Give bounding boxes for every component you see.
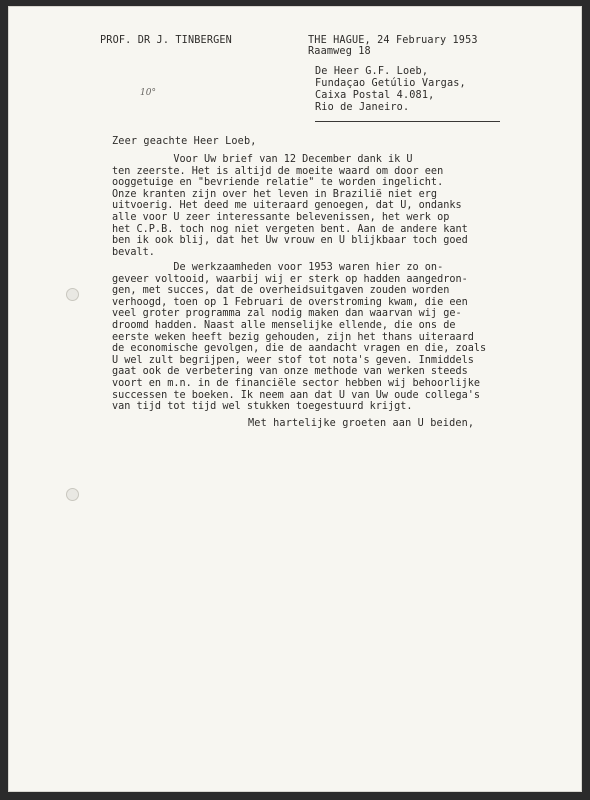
address-separator — [315, 121, 500, 122]
punch-hole-bottom — [66, 488, 79, 501]
recipient-line: Rio de Janeiro. — [315, 102, 410, 113]
text-line: ten zeerste. Het is altijd de moeite waard om door een — [112, 165, 444, 177]
street-address: Raamweg 18 — [308, 46, 371, 57]
text-line: De werkzaamheden voor 1953 waren hier zo on- — [112, 262, 444, 273]
text-line: van tijd tot tijd wel stukken toegestuurd krijgt. — [112, 401, 413, 413]
text-line: ben ik ook blij, dat het Uw vrouw en U blijkbaar toch goed — [112, 235, 468, 247]
text-line: de economische gevolgen, die de aandacht vragen en die, zoals — [112, 343, 487, 355]
text-line: voort en m.n. in de financiële sector hebben wij behoorlijke — [112, 377, 481, 389]
text-line: veel groter programma zal nodig maken dan waarvan wij ge- — [112, 308, 462, 320]
text-line: uitvoerig. Het deed me uiteraard genoegen, dat U, ondanks — [112, 200, 462, 212]
sender-name: PROF. DR J. TINBERGEN — [100, 35, 232, 46]
handwritten-note: 10° — [140, 88, 156, 98]
paragraph-1 — [112, 154, 468, 258]
punch-hole-top — [66, 288, 79, 301]
text-line: gen, met succes, dat de overheidsuitgaven zouden worden — [112, 285, 450, 297]
closing: Met hartelijke groeten aan U beiden, — [248, 418, 475, 429]
text-line: ooggetuige en "bevriende relatie" te worden ingelicht. — [112, 177, 444, 189]
paragraph-2 — [112, 262, 486, 413]
salutation: Zeer geachte Heer Loeb, — [112, 136, 257, 147]
text-line: verhoogd, toen op 1 Februari de overstroming kwam, die een — [112, 296, 468, 308]
text-line: bevalt. — [112, 246, 155, 258]
text-line: het C.P.B. toch nog niet vergeten bent. Aan de andere kant — [112, 223, 468, 235]
place-date: THE HAGUE, 24 February 1953 — [308, 35, 478, 46]
recipient-line: Fundaçao Getúlio Vargas, — [315, 78, 466, 89]
recipient-line: De Heer G.F. Loeb, — [315, 66, 429, 77]
text-line: U wel zult begrijpen, weer stof tot nota's geven. Inmiddels — [112, 354, 474, 366]
text-line: eerste weken heeft bezig gehouden, zijn het thans uiteraard — [112, 331, 474, 343]
text-line: Onze kranten zijn over het leven in Brazilië niet erg — [112, 188, 438, 200]
text-line: gaat ook de verbetering van onze methode van werken steeds — [112, 366, 468, 378]
text-line: alle voor U zeer interessante belevenissen, het werk op — [112, 211, 450, 223]
text-line: droomd hadden. Naast alle menselijke ellende, die ons de — [112, 319, 456, 331]
text-line: geveer voltooid, waarbij wij er sterk op hadden aangedron- — [112, 273, 468, 285]
recipient-line: Caixa Postal 4.081, — [315, 90, 435, 101]
text-line: successen te boeken. Ik neem aan dat U van Uw oude collega's — [112, 389, 481, 401]
text-line: Voor Uw brief van 12 December dank ik U — [112, 154, 413, 165]
